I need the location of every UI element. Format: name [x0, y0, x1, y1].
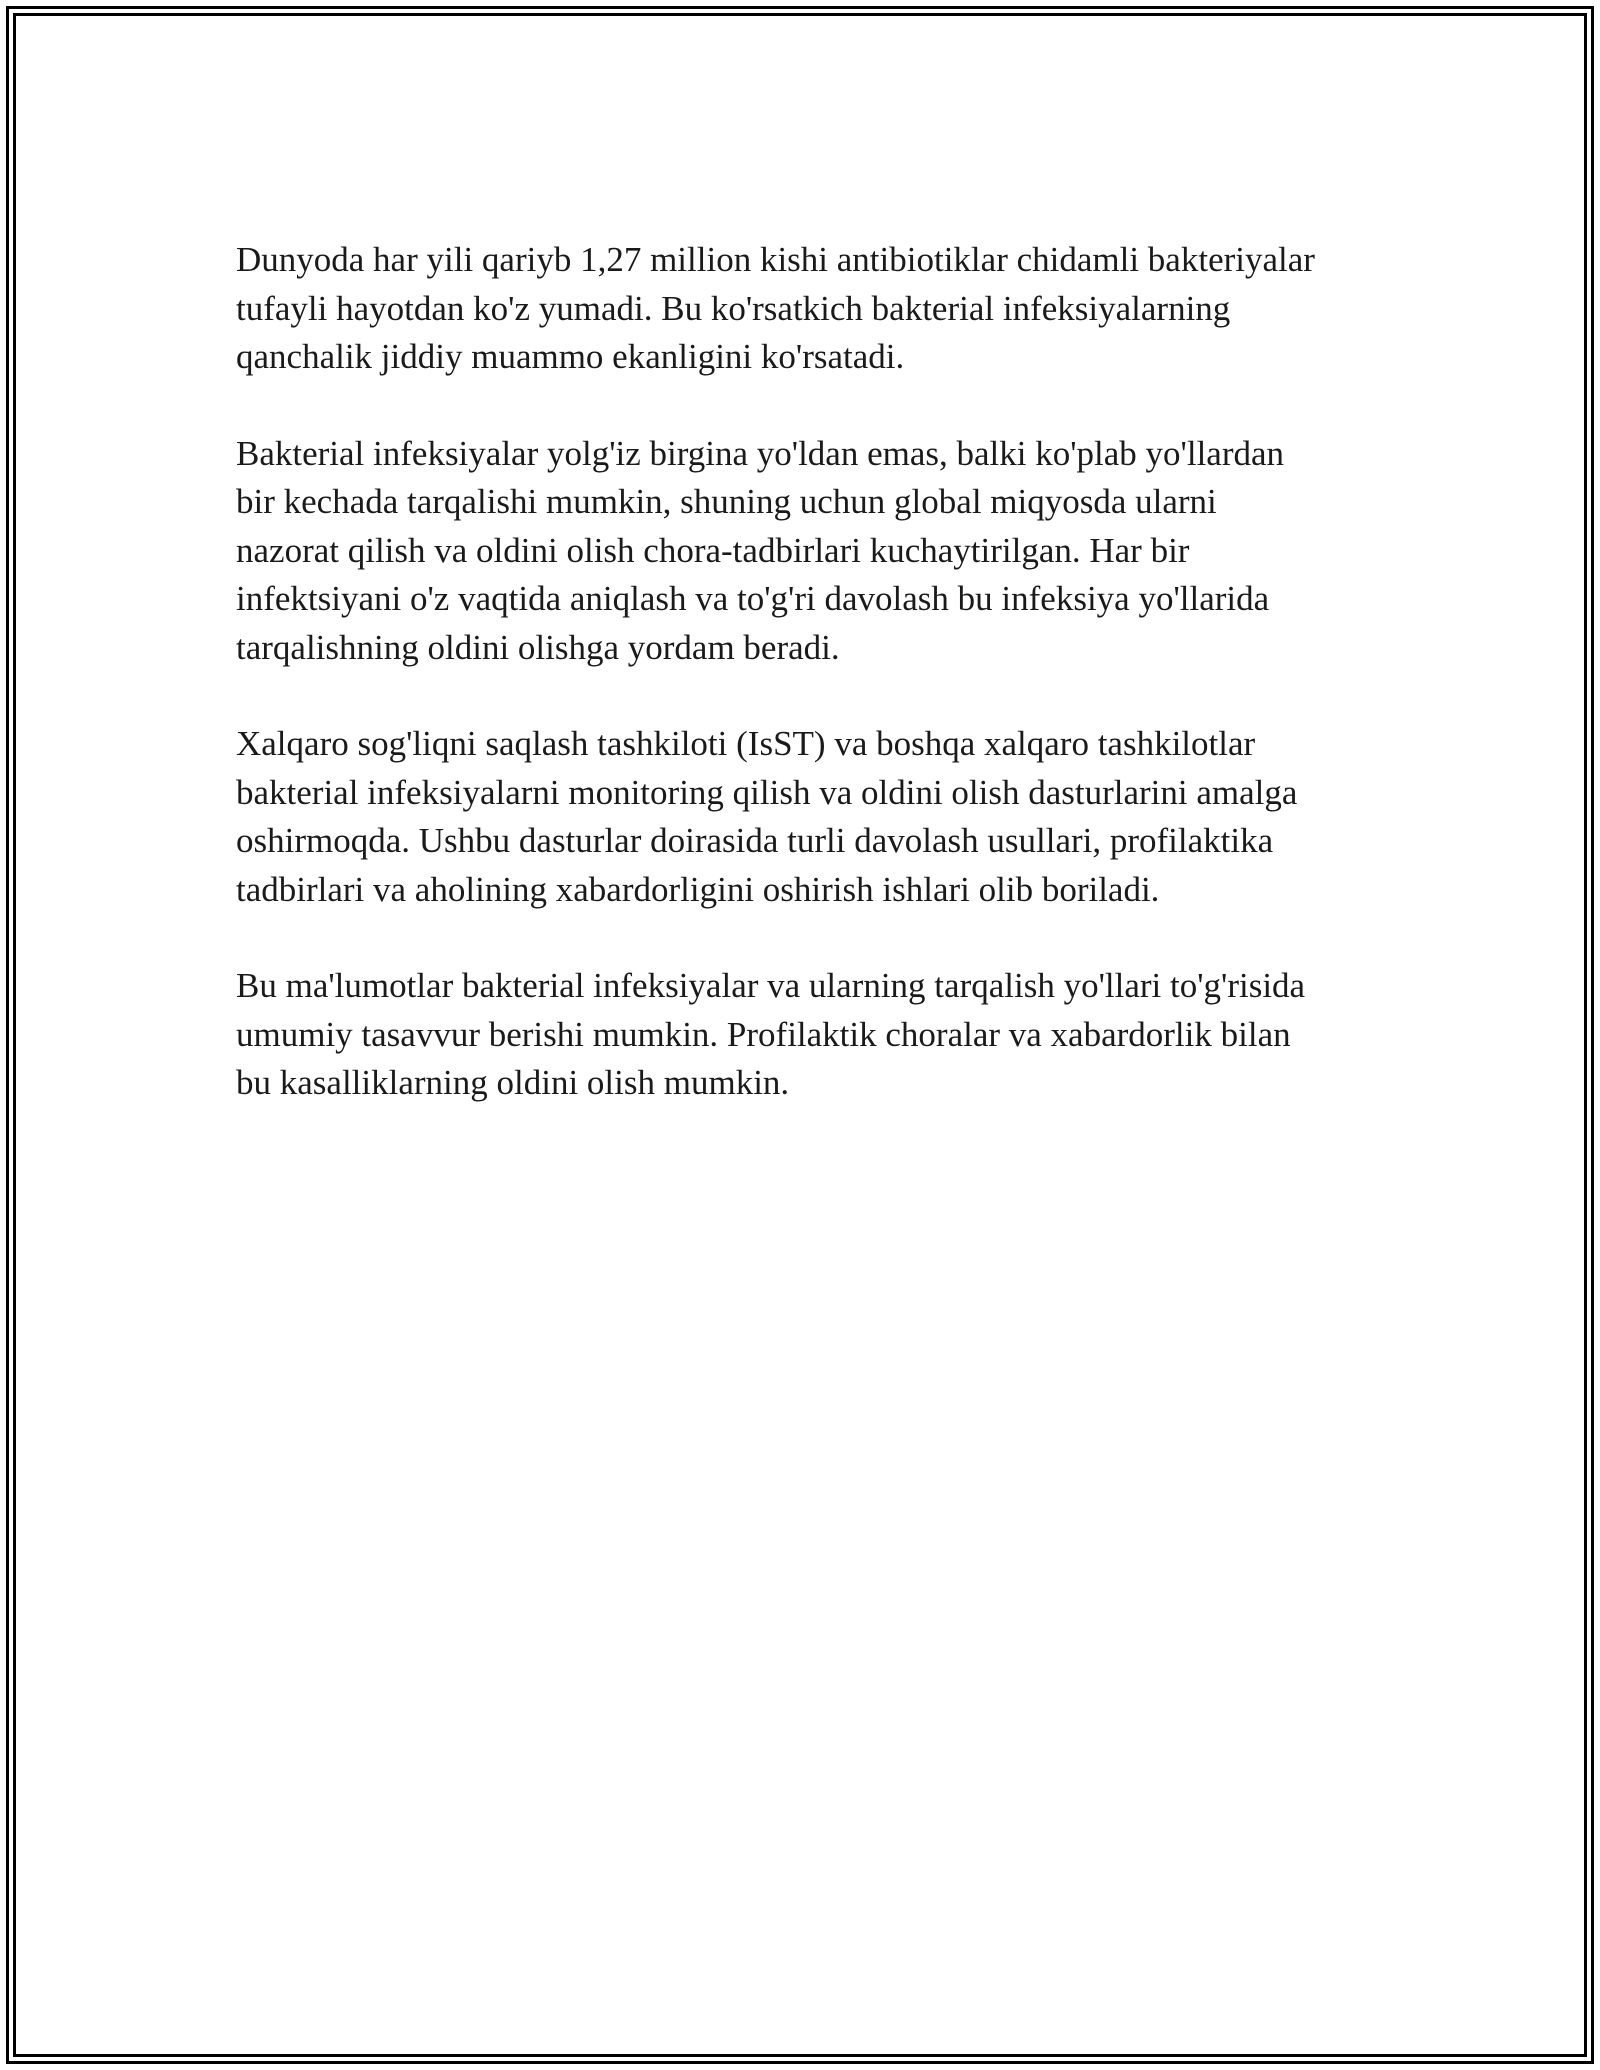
text-line: oshirmoqda. Ushbu dasturlar doirasida turli davolash usullari, profilaktika	[236, 821, 1274, 860]
text-line: umumiy tasavvur berishi mumkin. Profilaktik choralar va xabardorlik bilan	[236, 1014, 1291, 1054]
text-line: bir kechada tarqalishi mumkin, shuning uchun global miqyosda ularni	[236, 482, 1217, 521]
text-line: tadbirlari va aholining xabardorligini oshirish ishlari olib boriladi.	[236, 869, 1160, 909]
text-line: Bu ma'lumotlar bakterial infeksiyalar va ularning tarqalish yo'llari to'g'risida	[236, 966, 1306, 1005]
text-line: Xalqaro sog'liqni saqlash tashkiloti (IsST) va boshqa xalqaro tashkilotlar	[236, 724, 1256, 763]
paragraph-3	[236, 720, 1396, 914]
text-line: tufayli hayotdan ko'z yumadi. Bu ko'rsatkich bakterial infeksiyalarning	[236, 288, 1231, 328]
text-line: Bakterial infeksiyalar yolg'iz birgina yo'ldan emas, balki ko'plab yo'llardan	[236, 433, 1285, 473]
paragraph-1	[236, 236, 1396, 382]
document-body	[236, 236, 1396, 1156]
text-line: nazorat qilish va oldini olish chora-tadbirlari kuchaytirilgan. Har bir	[236, 530, 1190, 570]
text-line: infektsiyani o'z vaqtida aniqlash va to'g'ri davolash bu infeksiya yo'llarida	[236, 579, 1270, 618]
text-line: qanchalik jiddiy muammo ekanligini ko'rsatadi.	[236, 337, 905, 376]
paragraph-2	[236, 430, 1396, 673]
text-line: bakterial infeksiyalarni monitoring qilish va oldini olish dasturlarini amalga	[236, 772, 1298, 812]
text-line: bu kasalliklarning oldini olish mumkin.	[236, 1063, 790, 1102]
text-line: tarqalishning oldini olishga yordam beradi.	[236, 627, 840, 667]
paragraph-4	[236, 962, 1396, 1108]
text-line: Dunyoda har yili qariyb 1,27 million kishi antibiotiklar chidamli bakteriyalar	[236, 240, 1315, 279]
